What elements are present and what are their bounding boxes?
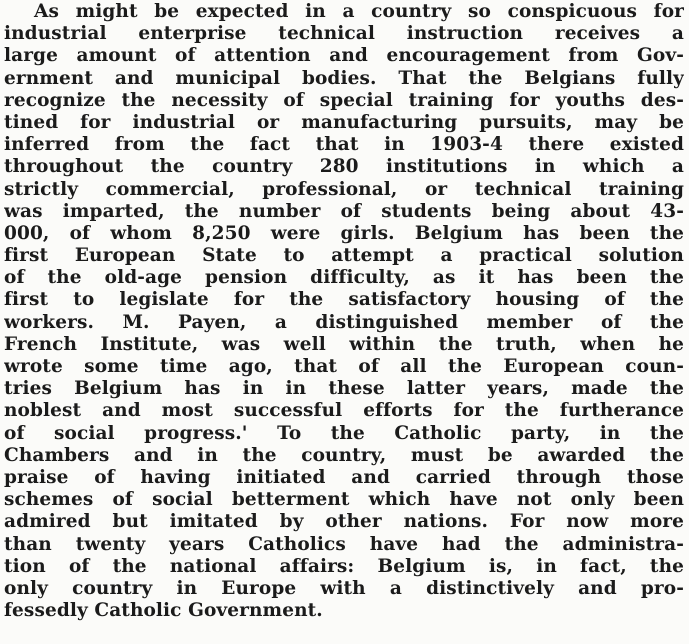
article-line: first to legislate for the satisfactory housing of the [4,289,684,311]
article-line: first European State to attempt a practical solution [4,245,684,267]
article-line: admired but imitated by other nations. For now more [4,511,684,533]
article-line: As might be expected in a country so conspicuous for [34,1,684,22]
article-line: tries Belgium has in in these latter years, made the [4,378,684,400]
article-line: praise of having initiated and carried through those [4,466,684,488]
article-line: French Institute, was well within the truth, when he [4,333,684,355]
article-line: of the old-age pension difficulty, as it has been the [4,267,684,289]
article-line: Chambers and in the country, must be awarded the [4,444,684,466]
article-line: only country in Europe with a distinctively and pro- [4,577,684,599]
article-line: schemes of social betterment which have not only been [4,489,684,511]
article-line: fessedly Catholic Government. [4,600,323,622]
article-line: recognize the necessity of special training for youths des- [4,89,684,111]
article-line: tined for industrial or manufacturing pursuits, may be [4,111,684,133]
article-line: large amount of attention and encouragement from Gov- [4,45,684,67]
article-line: of social progress.' To the Catholic party, in the [4,422,684,444]
article-line: inferred from the fact that in 1903-4 there existed [4,134,684,156]
article-line: ernment and municipal bodies. That the Belgians fully [4,67,684,89]
article-line: workers. M. Payen, a distinguished member of the [4,311,684,333]
article-line: than twenty years Catholics have had the administra- [4,533,684,555]
article-line: industrial enterprise technical instruction receives a [4,23,684,45]
article-line: noblest and most successful efforts for the furtherance [4,400,684,422]
article-line: strictly commercial, professional, or technical training [4,178,684,200]
article-line: tion of the national affairs: Belgium is, in fact, the [4,555,684,577]
article-line: 000, of whom 8,250 were girls. Belgium has been the [4,222,684,244]
article-line: wrote some time ago, that of all the European coun- [4,356,684,377]
article-line: throughout the country 280 institutions in which a [4,156,684,178]
article-line: was imparted, the number of students being about 43- [4,200,684,222]
article-body [4,1,684,622]
